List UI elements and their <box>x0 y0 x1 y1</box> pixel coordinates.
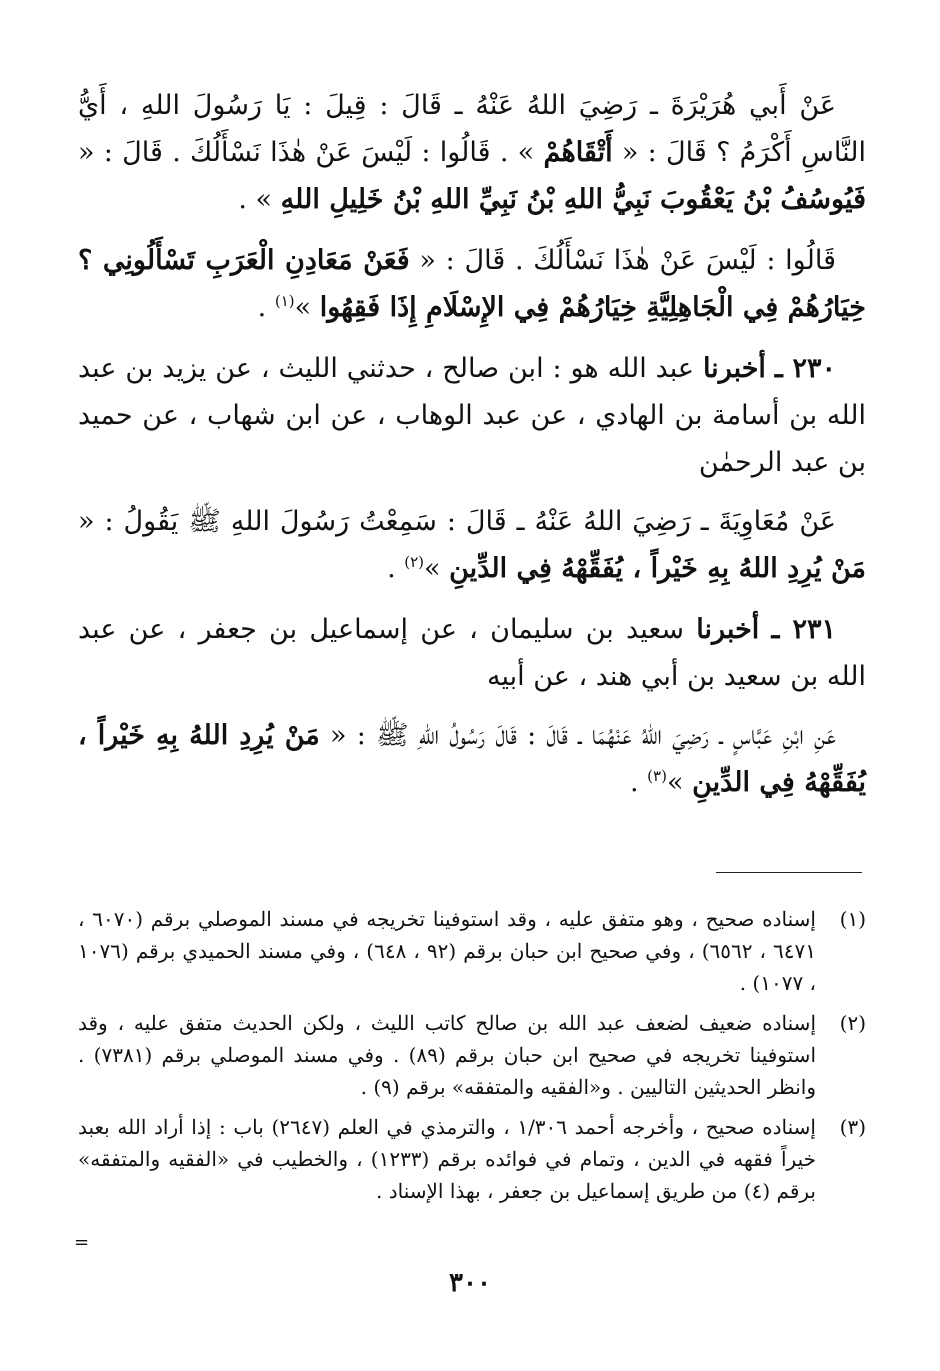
hadith-quote: فَيُوسُفُ بْنُ يَعْقُوبَ نَبِيُّ اللهِ بْنُ نَبِيِّ اللهِ بْنُ خَلِيلِ اللهِ <box>280 184 866 215</box>
hadith-quote: فَعَنْ مَعَادِنِ الْعَرَبِ تَسْأَلُونِي ؟ خِيَارُهُمْ فِي الْجَاهِلِيَّةِ خِيَارُهُمْ فِي الإِسْلَامِ إِذَا فَقِهُوا <box>78 245 866 323</box>
hadith-number: ٢٣١ ـ <box>771 614 837 645</box>
footnotes <box>78 903 866 1215</box>
hadith-text: » <box>294 292 320 323</box>
hadith-number: ٢٣٠ ـ <box>774 353 836 384</box>
hadith-231-text <box>78 712 866 806</box>
hadith-229-continuation <box>78 237 866 331</box>
footnote-3 <box>78 1111 866 1207</box>
hadith-text: » . <box>238 184 281 215</box>
hadith-text: عَنْ مُعَاوِيَةَ ـ رَضِيَ اللهُ عَنْهُ ـ قَالَ : سَمِعْتُ رَسُولَ اللهِ ﷺ يَقُولُ : « <box>78 506 836 537</box>
page-number: ٣٠٠ <box>449 1268 491 1298</box>
hadith-quote: أَتْقَاهُمْ <box>543 137 613 168</box>
continuation-mark: = <box>74 1232 90 1253</box>
main-text <box>78 82 866 820</box>
footnote-text: إسناده ضعيف لضعف عبد الله بن صالح كاتب الليث ، ولكن الحديث متفق عليه ، وقد استوفينا تخريجه في صحيح ابن حبان برقم (٨٩) . وفي مسند الموصلي برقم (٧٣٨١) . وانظر الحديثين التاليين . و«الفقيه والمتفقه» برقم (٩) . <box>78 1011 816 1099</box>
hadith-text: » . قَالُوا : لَيْسَ عَنْ هٰذَا نَسْأَلُكَ . قَالَ : « <box>78 137 544 168</box>
hadith-text: عَنْ أَبي هُرَيْرَةَ ـ رَضِيَ اللهُ عَنْهُ ـ قَالَ : قِيلَ : يَا رَسُولَ اللهِ ، أَيُّ النَّاسِ أَكْرَمُ ؟ قَالَ : « <box>78 90 866 168</box>
hadith-text: قَالُوا : لَيْسَ عَنْ هٰذَا نَسْأَلُكَ . قَالَ : « <box>409 245 836 276</box>
hadith-text: » <box>666 767 693 798</box>
footnote-number: (٣) <box>839 1115 866 1139</box>
footnote-number: (١) <box>839 907 866 931</box>
hadith-text: » <box>424 553 450 584</box>
isnad-lead: أخبرنا <box>702 353 766 384</box>
hadith-quote: مَنْ يُرِدِ اللهُ بِهِ خَيْراً ، يُفَقِّهْهُ فِي الدِّينِ <box>449 553 866 584</box>
hadith-text: . <box>630 767 648 798</box>
hadith-text: . <box>257 292 275 323</box>
footnote-ref: (١) <box>274 292 295 310</box>
isnad-lead: أخبرنا <box>696 614 760 645</box>
hadith-229-text <box>78 82 866 223</box>
footnote-text: إسناده صحيح ، وهو متفق عليه ، وقد استوفينا تخريجه في مسند الموصلي برقم (٦٠٧٠ ، ٦٤٧١ ، ٦٥٦٢) ، وفي صحيح ابن حبان برقم (٩٢ ، ٦٤٨) ، وفي مسند الحميدي برقم (١٠٧٦ ، ١٠٧٧) . <box>78 907 817 995</box>
hadith-231-isnad <box>78 606 866 700</box>
hadith-230-text <box>78 498 866 592</box>
footnote-divider <box>716 872 862 873</box>
footnote-ref: (٢) <box>404 553 425 571</box>
hadith-quote: مَنْ يُرِدِ اللهُ بِهِ خَيْراً ، يُفَقِّهْهُ فِي الدِّينِ <box>78 720 866 798</box>
footnote-text: إسناده صحيح ، وأخرجه أحمد ١/٣٠٦ ، والترمذي في العلم (٢٦٤٧) باب : إذا أراد الله بعبد خيراً فقهه في الدين ، وتمام في فوائده برقم (١٢٣٣) ، والخطيب في «الفقيه والمتفقه» برقم (٤) من طريق إسماعيل بن جعفر ، بهذا الإسناد . <box>78 1115 816 1203</box>
hadith-230-isnad <box>78 345 866 486</box>
hadith-text: . <box>387 553 405 584</box>
footnote-1 <box>78 903 866 999</box>
isnad-text: عبد الله هو : ابن صالح ، حدثني الليث ، عن يزيد بن عبد الله بن أسامة بن الهادي ، عن عبد الوهاب ، عن ابن شهاب ، عن حميد بن عبد الرحمٰن <box>78 353 866 478</box>
footnote-number: (٢) <box>839 1011 866 1035</box>
footnote-ref: (٣) <box>647 767 667 785</box>
footnote-2 <box>78 1007 866 1103</box>
hadith-text: عَنِ ابْنِ عَبَّاسٍ ـ رَضِيَ اللهُ عَنْهُمَا ـ قَالَ : قَالَ رَسُولُ اللهِ ﷺ : « <box>319 720 836 751</box>
isnad-text: سعيد بن سليمان ، عن إسماعيل بن جعفر ، عن عبد الله بن سعيد بن أبي هند ، عن أبيه <box>78 614 866 692</box>
